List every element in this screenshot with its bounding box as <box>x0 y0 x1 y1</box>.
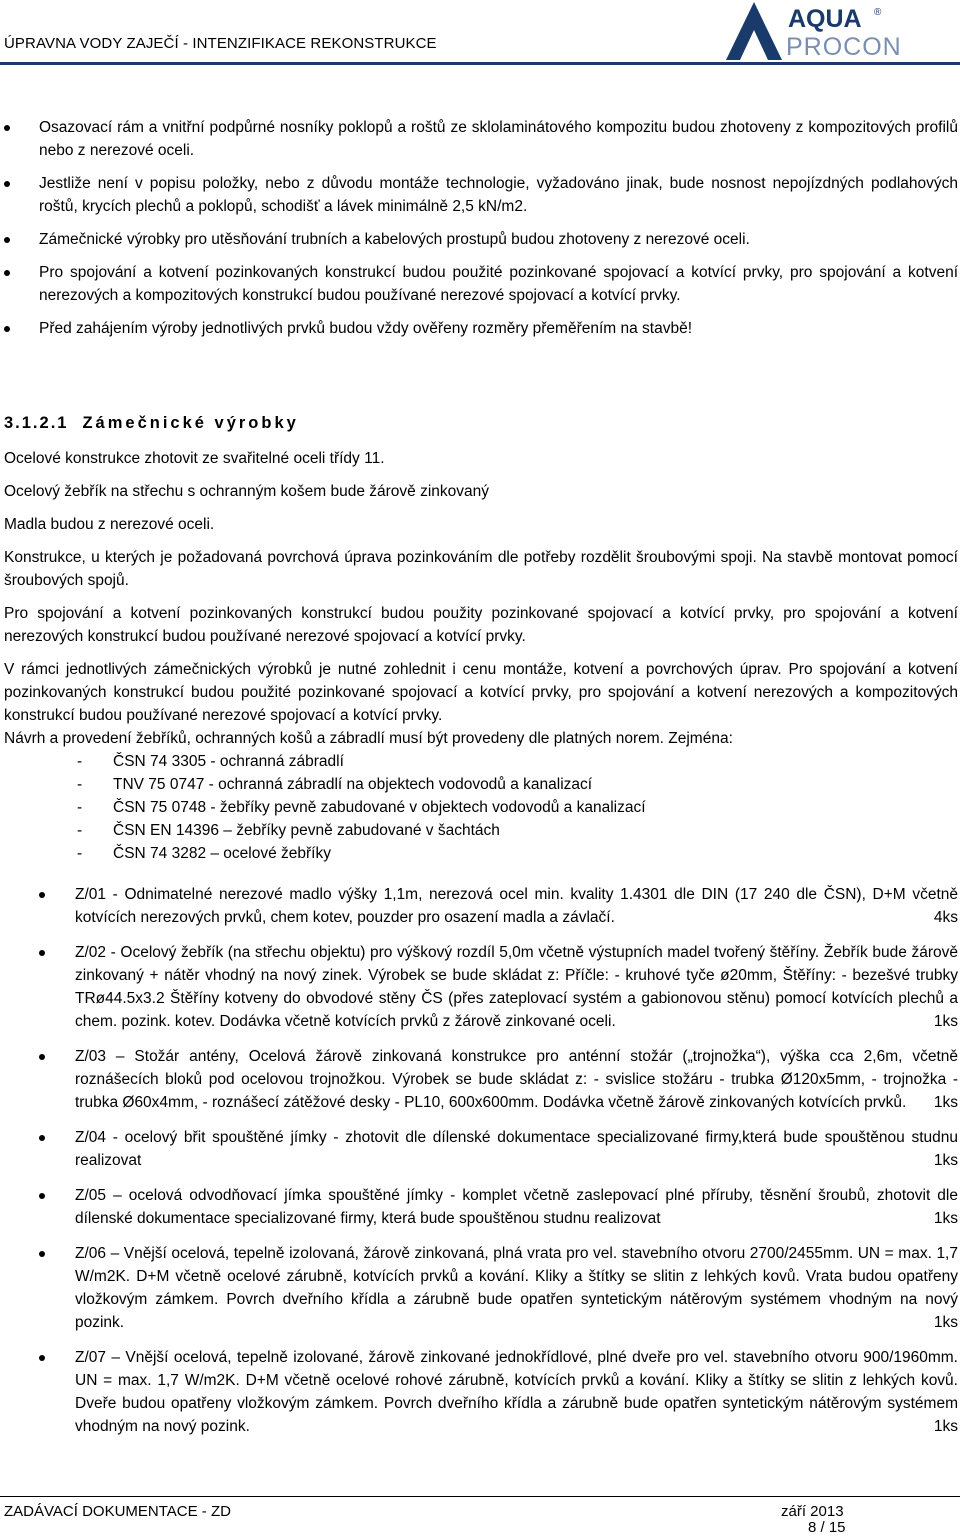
item-entry <box>0 1184 960 1230</box>
bullet-icon <box>4 326 10 332</box>
item-entry <box>0 1346 960 1438</box>
dash-marker: - <box>77 822 83 839</box>
norm-text: ČSN 75 0748 - žebříky pevně zabudované v objektech vodovodů a kanalizací <box>113 799 646 816</box>
item-quantity: 1ks <box>933 1314 958 1331</box>
paragraph: Ocelový žebřík na střechu s ochranným košem bude žárově zinkovaný <box>4 483 490 500</box>
item-entry <box>0 941 960 1033</box>
footer-rule <box>0 1496 960 1497</box>
list-item-text: Osazovací rám a vnitřní podpůrné nosníky poklopů a roštů ze sklolaminátového kompozitu budou zhotoveny z kompozitových profilů nebo z nerezové oceli. <box>39 119 958 159</box>
section-number: 3.1.2.1 <box>4 414 69 432</box>
paragraph: Madla budou z nerezové oceli. <box>4 516 215 533</box>
list-item-text: Zámečnické výrobky pro utěsňování trubních a kabelových prostupů budou zhotoveny z nerezové oceli. <box>39 231 750 248</box>
dash-marker: - <box>77 799 83 816</box>
logo-text-top: AQUA <box>788 5 862 33</box>
list-item-text: Před zahájením výroby jednotlivých prvků budou vždy ověřeny rozměry přeměřením na stavbě! <box>39 320 693 337</box>
item-entry <box>0 883 960 929</box>
bullet-icon <box>39 1355 45 1361</box>
dash-marker: - <box>77 753 83 770</box>
dash-marker: - <box>77 776 83 793</box>
item-quantity: 1ks <box>933 1094 958 1111</box>
section-title: Zámečnické výrobky <box>82 414 299 432</box>
item-text: Z/03 – Stožár antény, Ocelová žárově zinkovaná konstrukce pro anténní stožár („trojnožka“), výška cca 2,6m, včetně roznášecích bloků pod ocelovou trojnožkou. Výrobek se bude skládat z: - svislice stožáru - trubka Ø120x5mm, - trojnožka - trubka Ø60x4mm, - roznášecí zátěžové desky - PL10, 600x600mm. Dodávka včetně žárově zinkovaných kotvících prvků. <box>75 1048 958 1111</box>
item-text: Z/06 – Vnější ocelová, tepelně izolovaná, žárově zinkovaná, plná vrata pro vel. stavebního otvoru 2700/2455mm. UN = max. 1,7 W/m2K. D+M včetně ocelové zárubně, kotvících prvků a kování. Kliky a štítky se slitin z lehkých kovů. Vrata budou opatřeny vložkovým zámkem. Povrch dveřního křídla a zárubně bude opatřen syntetickým nátěrovým systémem vhodným na nový pozink. <box>75 1245 958 1331</box>
norm-item <box>4 842 958 865</box>
page-number: 8 / 15 <box>808 1519 846 1536</box>
page-header <box>0 0 960 70</box>
items-list <box>0 883 960 1450</box>
bullet-icon <box>39 1193 45 1199</box>
paragraph: Ocelové konstrukce zhotovit ze svařitelné oceli třídy 11. <box>4 450 385 467</box>
dash-marker: - <box>77 845 83 862</box>
bullet-icon <box>39 1135 45 1141</box>
item-quantity: 1ks <box>933 1210 958 1227</box>
paragraph: V rámci jednotlivých zámečnických výrobků je nutné zohlednit i cenu montáže, kotvení a povrchových úprav. Pro spojování a kotvení pozinkovaných konstrukcí budou použité pozinkované spojovací a kotvící prvky, pro spojování a kotvení nerezových a kompozitových konstrukcí budou používané nerezové spojovací a kotvící prvky. <box>4 661 958 724</box>
item-entry <box>0 1126 960 1172</box>
logo-text-bottom: PROCON <box>786 33 902 61</box>
paragraph: Konstrukce, u kterých je požadovaná povrchová úprava pozinkováním dle potřeby rozdělit šroubovými spoji. Na stavbě montovat pomocí šroubových spojů. <box>4 549 958 589</box>
logo-registered: ® <box>874 7 882 18</box>
item-quantity: 1ks <box>933 1418 958 1435</box>
norm-text: TNV 75 0747 - ochranná zábradlí na objektech vodovodů a kanalizací <box>113 776 593 793</box>
norm-text: ČSN 74 3305 - ochranná zábradlí <box>113 753 344 770</box>
list-item <box>0 116 960 162</box>
section-body <box>4 447 958 865</box>
item-text: Z/02 - Ocelový žebřík (na střechu objektu) pro výškový rozdíl 5,0m včetně výstupních madel tvořený štěříny. Žebřík bude žárově zinkovaný + nátěr vhodný na nový zinek. Výrobek se bude skládat z: Příčle: - kruhové tyče ø20mm, Štěříny: - bezešvé trubky TRø44.5x3.2 Štěříny kotveny do obvodové stěny ČS (přes zateplovací systém a gabionovou stěnu) pomocí kotvících plechů a chem. pozink. kotev. Dodávka včetně kotvících prvků z žárově zinkované oceli. <box>75 944 958 1030</box>
bullet-icon <box>39 892 45 898</box>
footer-document-name: ZADÁVACÍ DOKUMENTACE - ZD <box>4 1503 231 1520</box>
norm-item <box>4 773 958 796</box>
item-entry <box>0 1045 960 1114</box>
page-footer <box>0 1496 960 1539</box>
item-text: Z/01 - Odnimatelné nerezové madlo výšky 1,1m, nerezová ocel min. kvality 1.4301 dle DIN (17 240 dle ČSN), D+M včetně kotvících nerezových prvků, chem kotev, pouzder pro osazení madla a závlačí. <box>75 886 958 926</box>
list-item-text: Pro spojování a kotvení pozinkovaných konstrukcí budou použité pozinkované spojovací a kotvící prvky, pro spojování a kotvení nerezových a kompozitových konstrukcí budou používané nerezové spojovací a kotvící prvky. <box>39 264 958 304</box>
list-item <box>0 228 960 251</box>
footer-date: září 2013 <box>781 1503 844 1520</box>
item-text: Z/04 - ocelový břit spouštěné jímky - zhotovit dle dílenské dokumentace specializované firmy,která bude spouštěnou studnu realizovat <box>75 1129 958 1169</box>
item-quantity: 1ks <box>933 1013 958 1030</box>
bullet-icon <box>4 125 10 131</box>
list-item <box>0 172 960 218</box>
item-entry <box>0 1242 960 1334</box>
bullet-icon <box>4 237 10 243</box>
bullet-icon <box>39 1251 45 1257</box>
norm-item <box>4 796 958 819</box>
list-item <box>0 317 960 340</box>
header-title: ÚPRAVNA VODY ZAJEČÍ - INTENZIFIKACE REKONSTRUKCE <box>4 35 437 52</box>
section-heading <box>4 412 299 435</box>
requirements-list <box>0 116 960 350</box>
item-quantity: 1ks <box>933 1152 958 1169</box>
norm-item <box>4 750 958 773</box>
item-quantity: 4ks <box>933 909 958 926</box>
aqua-procon-logo <box>726 2 956 62</box>
bullet-icon <box>39 1054 45 1060</box>
bullet-icon <box>4 270 10 276</box>
item-text: Z/05 – ocelová odvodňovací jímka spouštěné jímky - komplet včetně zaslepovací plné příruby, těsnění šroubů, zhotovit dle dílenské dokumentace specializované firmy, která bude spouštěnou studnu realizovat <box>75 1187 958 1227</box>
norm-item <box>4 819 958 842</box>
list-item-text: Jestliže není v popisu položky, nebo z důvodu montáže technologie, vyžadováno jinak, bude nosnost nepojízdných podlahových roštů, krycích plechů a poklopů, schodišť a lávek minimálně 2,5 kN/m2. <box>39 175 958 215</box>
norm-text: ČSN EN 14396 – žebříky pevně zabudované v šachtách <box>113 822 500 839</box>
norm-text: ČSN 74 3282 – ocelové žebříky <box>113 845 331 862</box>
bullet-icon <box>4 181 10 187</box>
bullet-icon <box>39 950 45 956</box>
norms-list <box>4 750 958 865</box>
paragraph: Návrh a provedení žebříků, ochranných košů a zábradlí musí být provedeny dle platných norem. Zejména: <box>4 730 733 747</box>
paragraph: Pro spojování a kotvení pozinkovaných konstrukcí budou použity pozinkované spojovací a kotvící prvky, pro spojování a kotvení nerezových konstrukcí budou používané nerezové spojovací a kotvící prvky. <box>4 605 958 645</box>
item-text: Z/07 – Vnější ocelová, tepelně izolované, žárově zinkované jednokřídlové, plné dveře pro vel. stavebního otvoru 900/1960mm. UN = max. 1,7 W/m2K. D+M včetně ocelové rohové zárubně, kotvících prvků a kování. Kliky a štítky se slitin z lehkých kovů. Dveře budou opatřeny vložkovým zámkem. Povrch dveřního křídla a zárubně bude opatřen syntetickým nátěrovým systémem vhodným na nový pozink. <box>75 1349 958 1435</box>
header-rule <box>0 62 960 65</box>
list-item <box>0 261 960 307</box>
